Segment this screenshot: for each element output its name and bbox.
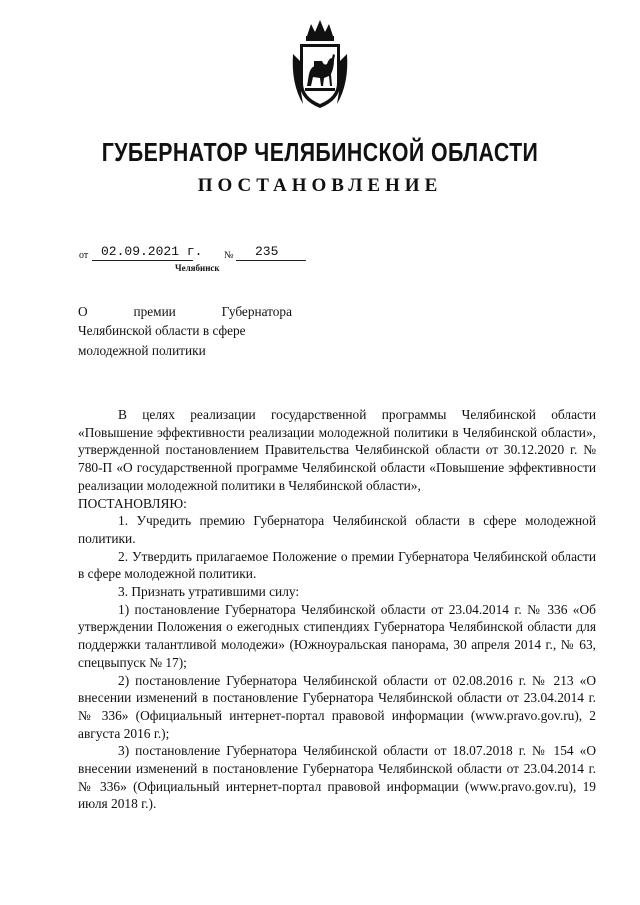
subject-word: Губернатора (221, 304, 292, 319)
resolve-heading: ПОСТАНОВЛЯЮ: (78, 495, 187, 511)
chelyabinsk-coat-of-arms-icon (289, 14, 351, 114)
document-city: Челябинск (175, 263, 220, 273)
body-item: 2. Утвердить прилагаемое Положение о премии Губернатора Челябинской области в сфере молодежной политики. (78, 548, 596, 582)
preamble-paragraph: В целях реализации государственной программы Челябинской области «Повышение эффективности реализации молодежной политики в Челябинской области», утвержденной постановлением Правительства Челябинской области от 30.12.2020 г. № 780-П «О государственной программе Челябинской области «Повышение эффективности реализации молодежной политики в Челябинской области», (78, 407, 596, 493)
document-subject (78, 302, 292, 360)
document-body (78, 406, 596, 813)
subject-word: премии (133, 304, 176, 319)
date-underline (92, 260, 193, 261)
subject-line-2: Челябинской области в сфере (78, 323, 246, 339)
governor-title: ГУБЕРНАТОР ЧЕЛЯБИНСКОЙ ОБЛАСТИ (101, 137, 539, 167)
document-meta (79, 244, 339, 280)
document-type: ПОСТАНОВЛЕНИЕ (197, 175, 443, 196)
body-item: 1. Учредить премию Губернатора Челябинской области в сфере молодежной политики. (78, 513, 596, 546)
subject-line-3: молодежной политики (78, 342, 206, 358)
body-item: 3) постановление Губернатора Челябинской области от 18.07.2018 г. № 154 «О внесении изменений в постановление Губернатора Челябинской области от 23.04.2014 г. № 336» (Официальный интернет-портал правовой информации (www.pravo.gov.ru), 19 июля 2018 г.). (78, 743, 596, 812)
body-item: 3. Признать утратившими силу: (118, 584, 300, 600)
document-number: 235 (255, 244, 279, 259)
body-item: 2) постановление Губернатора Челябинской области от 02.08.2016 г. № 213 «О внесении изменений в постановление Губернатора Челябинской области от 23.04.2014 г. № 336» (Официальный интернет-портал правовой информации (www.pravo.gov.ru), 2 августа 2016 г.); (78, 672, 596, 741)
body-item: 1) постановление Губернатора Челябинской области от 23.04.2014 г. № 336 «Об утверждении Положения о ежегодных стипендиях Губернатора Челябинской области для поддержки талантливой молодежи» (Южноуральская панорама, 30 апреля 2014 г., № 63, спецвыпуск № 17); (78, 601, 596, 670)
document-date: 02.09.2021 г. (101, 244, 203, 259)
number-label: № (224, 250, 234, 261)
date-label: от (79, 250, 89, 261)
number-underline (236, 260, 306, 261)
subject-line-1 (78, 302, 292, 321)
subject-word: О (78, 304, 88, 319)
